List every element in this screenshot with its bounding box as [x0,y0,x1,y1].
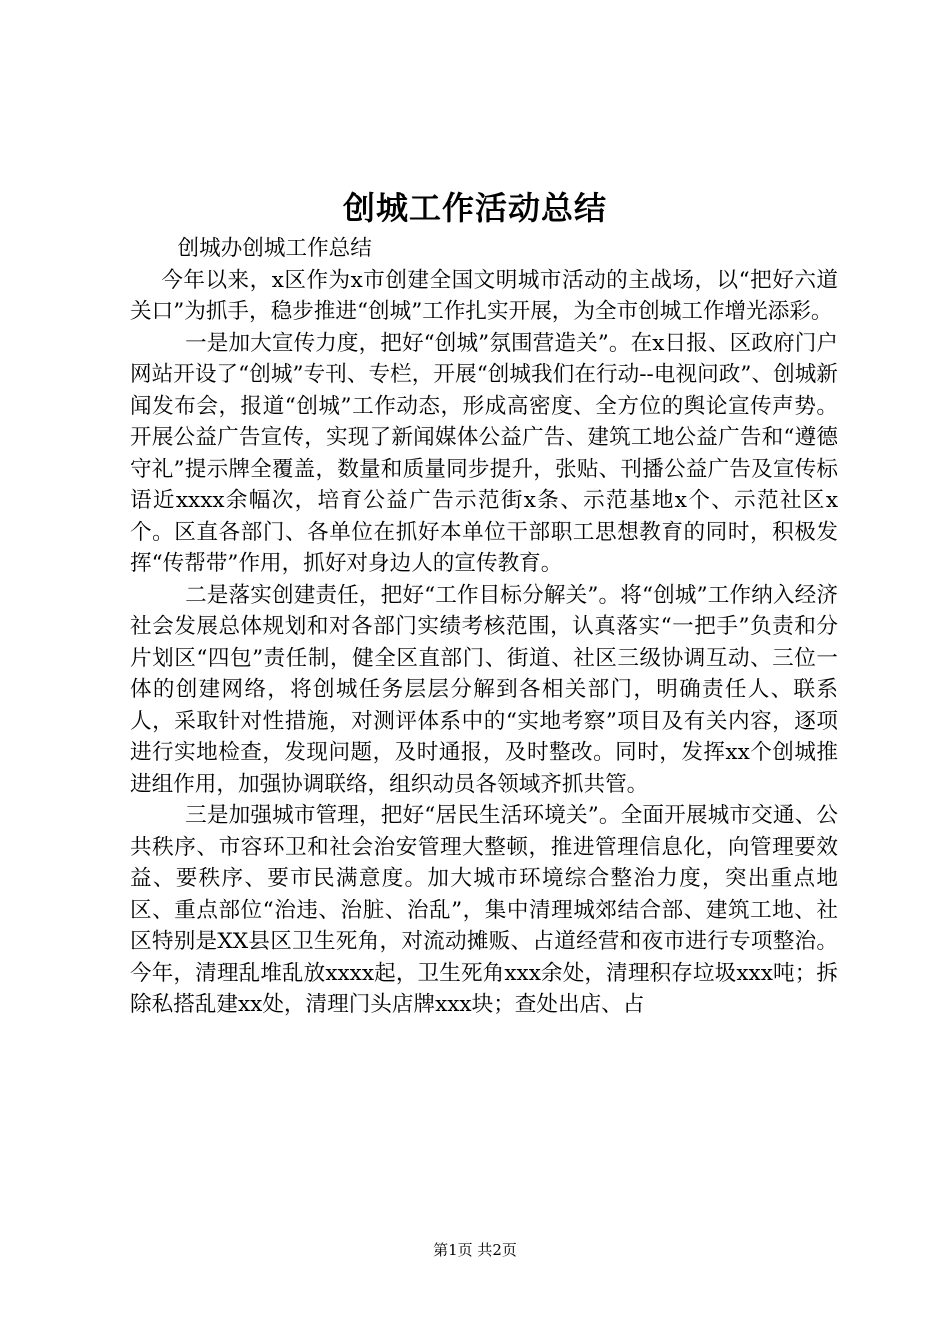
document-subtitle: 创城办创城工作总结 [177,236,372,261]
paragraph-responsibility: 二是落实创建责任，把好“工作目标分解关”。将“创城”工作纳入经济社会发展总体规划和对各部门实绩考核范围，认真落实“一把手”负责和分片划区“四包”责任制，健全区直部门、街道、社区三级协调互动、三位一体的创建网络，将创城任务层层分解到各相关部门，明确责任人、联系人，采取针对性措施，对测评体系中的“实地考察”项目及有关内容，逐项进行实地检查，发现问题，及时通报，及时整改。同时，发挥xx个创城推进组作用，加强协调联络，组织动员各领域齐抓共管。 [130,582,838,797]
paragraph-city-management: 三是加强城市管理，把好“居民生活环境关”。全面开展城市交通、公共秩序、市容环卫和社会治安管理大整顿，推进管理信息化，向管理要效益、要秩序、要市民满意度。加大城市环境综合整治力度，突出重点地区、重点部位“治违、治脏、治乱”，集中清理城郊结合部、建筑工地、社区特别是XX县区卫生死角，对流动摊贩、占道经营和夜市进行专项整治。今年，清理乱堆乱放xxxx起，卫生死角xxx余处，清理积存垃圾xxx吨；拆除私搭乱建xx处，清理门头店牌xxx块；查处出店、占 [130,803,838,1017]
document-title: 创城工作活动总结 [342,189,607,227]
document-body [130,233,838,1021]
paragraph-intro: 今年以来，x区作为x市创建全国文明城市活动的主战场，以“把好六道关口”为抓手，稳步推进“创城”工作扎实开展，为全市创城工作增光添彩。 [130,267,838,324]
page-footer: 第1页 共2页 [433,1241,517,1259]
paragraph-publicity: 一是加大宣传力度，把好“创城”氛围营造关”。在x日报、区政府门户网站开设了“创城”专刊、专栏，开展“创城我们在行动--电视问政”、创城新闻发布会，报道“创城”工作动态，形成高密度、全方位的舆论宣传声势。开展公益广告宣传，实现了新闻媒体公益广告、建筑工地公益广告和“遵德守礼”提示牌全覆盖，数量和质量同步提升，张贴、刊播公益广告及宣传标语近xxxx余幅次，培育公益广告示范街x条、示范基地x个、示范社区x个。区直各部门、各单位在抓好本单位干部职工思想教育的同时，积极发挥“传帮带”作用，抓好对身边人的宣传教育。 [130,330,838,576]
